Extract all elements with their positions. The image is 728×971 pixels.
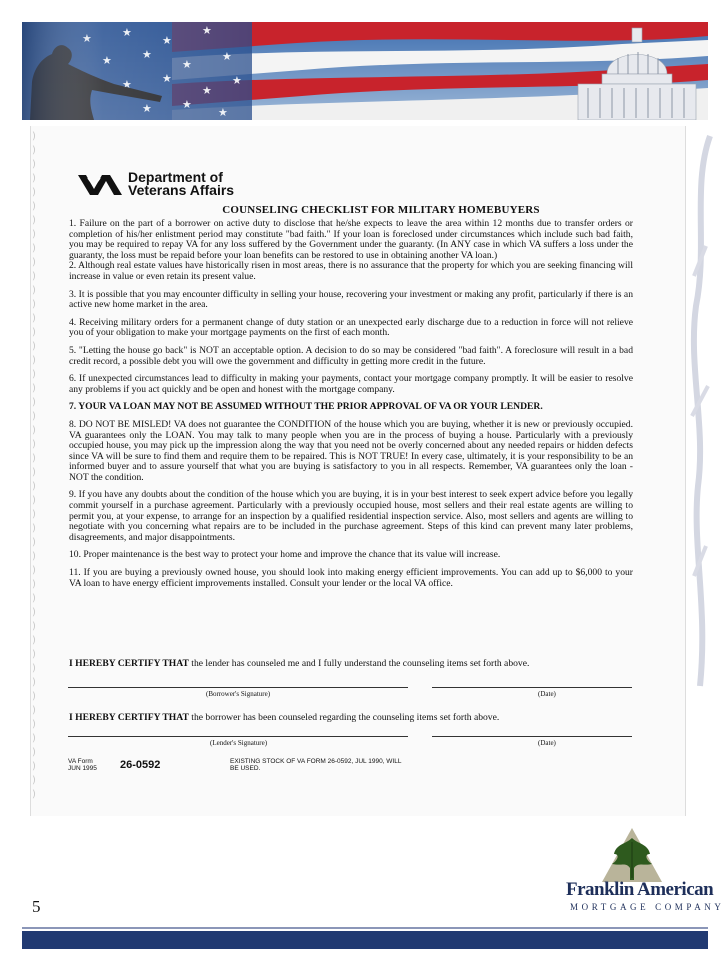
checklist-item-3: 3. It is possible that you may encounter difficulty in selling your house, recovering your investment or making any profit, particularly if there is an active new home market in the area. (69, 288, 633, 311)
borrower-date-label: (Date) (538, 690, 556, 698)
borrower-signature-line[interactable] (68, 687, 408, 688)
lender-date-line[interactable] (432, 736, 632, 737)
lender-signature-label: (Lender's Signature) (210, 739, 268, 747)
form-number: 26-0592 (120, 759, 161, 771)
page-number: 5 (32, 897, 41, 916)
checklist-item-5: 5. "Letting the house go back" is NOT an acceptable option. A decision to do so may be considered "bad faith". A foreclosure will result in a bad credit record, a possible debt you will owe the government and difficulty in getting more credit in the future. (69, 344, 633, 367)
borrower-certify-text: the lender has counseled me and I fully understand the counseling items set forth above. (191, 658, 530, 669)
stock-note (230, 758, 401, 772)
checklist-item-8: 8. DO NOT BE MISLED! VA does not guarantee the CONDITION of the house which you are buying, whether it is new or previously occupied. VA guarantees only the LOAN. You may talk to many people when you are in the process of buying a house. Particularly with a previously occupied house, you may pick up the impression along the way that you need not be overly concerned about any needed repairs or hidden defects since VA will be sure to find them and require them to be repaired. This is NOT TRUE! In every case, ultimately, it is your responsibility to be an informed buyer and to assure yourself that what you are buying is satisfactory to you in all respects. Remember, VA guarantees only the loan - NOT the condition. (69, 418, 633, 483)
form-date: JUN 1995 (68, 765, 97, 772)
stock-note-line-1: EXISTING STOCK OF VA FORM 26-0592, JUL 1990, WILL (230, 758, 402, 765)
agency-line-1: Department of (128, 169, 223, 185)
checklist-item-1: 1. Failure on the part of a borrower on active duty to disclose that he/she expects to leave the area within 12 months due to transfer orders or completion of his/her enlistment period may constitute "bad faith." If your loan is foreclosed under circumstances which include such bad faith, you may be required to repay VA for any loss suffered by the Government under the guaranty. (In ANY case in which VA suffers a loss under the guaranty, the loss must be repaid before your loan benefits can be restored to use in obtaining another VA loan.) (69, 218, 633, 261)
binder-edge: ) ) ) ) ) ) ) ) ) ) ) ) ) ) ) ) ) ) ) ) ) ) ) ) ) ) ) ) ) ) ) ) ) ) ) ) ) ) ) ) ) ) ) ) ) ) ) ) (32, 131, 36, 800)
certify-lead: I HEREBY CERTIFY THAT (69, 712, 189, 723)
va-logo-icon (76, 172, 124, 198)
footer-bar (22, 931, 708, 949)
form-label: VA Form (68, 758, 93, 765)
borrower-certification (69, 658, 639, 669)
agency-name (128, 171, 234, 197)
certify-lead: I HEREBY CERTIFY THAT (69, 658, 189, 669)
form-title: COUNSELING CHECKLIST FOR MILITARY HOMEBUYERS (222, 204, 540, 216)
checklist-item-6: 6. If unexpected circumstances lead to difficulty in making your payments, contact your mortgage company promptly. It will be easier to resolve any problems if you act quickly and be open and honest with the mortgage company. (69, 373, 633, 395)
lender-certification (69, 712, 639, 723)
checklist-item-2: 2. Although real estate values have historically risen in most areas, there is no assurance that the property for which you are seeking financing will increase in value or even retain its present value. (69, 260, 633, 282)
stock-note-line-2: BE USED. (230, 765, 261, 772)
checklist-item-4: 4. Receiving military orders for a permanent change of duty station or an unexpected early discharge due to a reduction in force will not relieve you of your obligation to make your mortgage payments on the first of each month. (69, 316, 633, 339)
checklist-item-9: 9. If you have any doubts about the condition of the house which you are buying, it is in your best interest to seek expert advice before you legally commit yourself in a purchase agreement. Particularly with a previously occupied house, most sellers and their real estate agents are willing to permit you, at your expense, to arrange for an inspection by a qualified residential inspection service. Also, most sellers and agents are willing to negotiate with you concerning what repairs are to be included in the purchase agreement. Steps of this kind can prevent many later problems, disagreements, and major disappointments. (69, 489, 633, 543)
header-banner-image (22, 22, 708, 120)
brand-name: Franklin American (566, 879, 714, 900)
checklist-body (69, 219, 633, 596)
lender-signature-line[interactable] (68, 736, 408, 737)
lender-certify-text: the borrower has been counseled regarding the counseling items set forth above. (191, 712, 500, 723)
checklist-item-10: 10. Proper maintenance is the best way to protect your home and improve the chance that its value will increase. (69, 549, 501, 561)
lender-date-label: (Date) (538, 739, 556, 747)
franklin-american-leaf-logo-icon (596, 820, 666, 886)
borrower-date-line[interactable] (432, 687, 632, 688)
checklist-item-7: 7. YOUR VA LOAN MAY NOT BE ASSUMED WITHOUT THE PRIOR APPROVAL OF VA OR YOUR LENDER. (69, 401, 543, 413)
agency-line-2: Veterans Affairs (128, 182, 235, 198)
checklist-item-11: 11. If you are buying a previously owned house, you should look into making energy efficient improvements. You can add up to $6,000 to your VA loan to have energy efficient improvements installed. Consult your lender or the local VA office. (69, 567, 633, 589)
borrower-signature-label: (Borrower's Signature) (206, 690, 271, 698)
form-edition (68, 758, 97, 772)
brand-tagline: MORTGAGE COMPANY (570, 902, 725, 912)
